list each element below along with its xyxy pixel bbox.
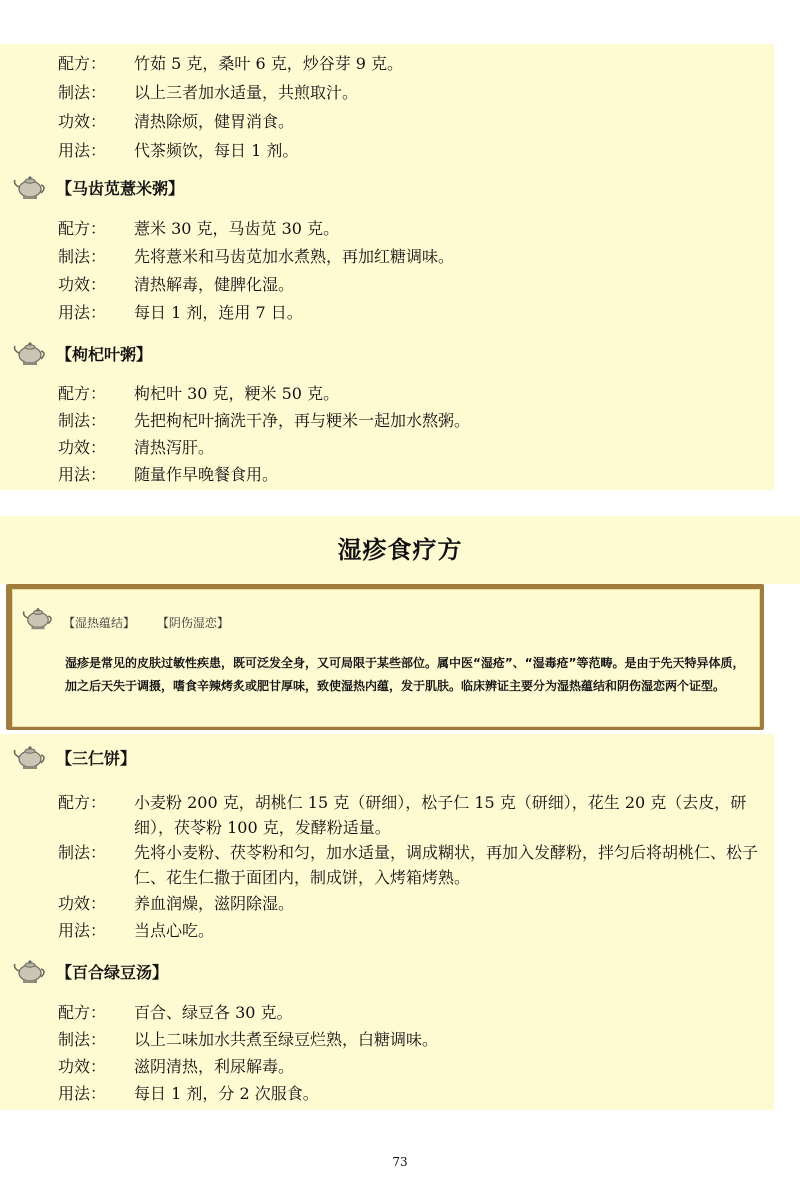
row-label: 配方： [58, 219, 107, 238]
row-label: 功效： [58, 438, 107, 457]
row-value: 先将薏米和马齿苋加水煮熟，再加红糖调味。 [134, 247, 455, 266]
row-value: 清热解毒，健脾化湿。 [134, 275, 295, 294]
recipe-row [58, 80, 358, 105]
recipe-row [58, 381, 339, 406]
row-label: 制法： [58, 83, 107, 102]
row-value: 竹茹 5 克，桑叶 6 克，炒谷芽 9 克。 [134, 54, 404, 73]
row-value: 枸杞叶 30 克，粳米 50 克。 [134, 384, 340, 403]
recipe-row [58, 1027, 438, 1052]
row-label: 配方： [58, 384, 107, 403]
row-label: 用法： [58, 465, 107, 484]
row-label: 功效： [58, 112, 107, 131]
section-title-band [0, 516, 800, 584]
recipe-row [58, 790, 770, 840]
row-value: 百合、绿豆各 30 克。 [134, 1003, 293, 1022]
teapot-icon [12, 172, 48, 202]
recipe-row [58, 300, 303, 325]
row-value: 以上三者加水适量，共煎取汁。 [134, 83, 359, 102]
row-value: 当点心吃。 [134, 921, 215, 940]
recipe-row [58, 1000, 293, 1025]
row-value: 薏米 30 克，马齿苋 30 克。 [134, 219, 340, 238]
row-label: 制法： [58, 411, 107, 430]
recipe-title: 【三仁饼】 [56, 749, 137, 768]
recipe-row [58, 272, 294, 297]
row-label: 用法： [58, 141, 107, 160]
row-value: 每日 1 剂，分 2 次服食。 [134, 1084, 319, 1103]
recipe-row [58, 138, 298, 163]
recipe-row [58, 462, 278, 487]
tag-damp-heat: 【湿热蕴结】 [63, 616, 136, 630]
row-value: 清热除烦，健胃消食。 [134, 112, 295, 131]
recipe-row [58, 244, 454, 269]
recipe-title: 【马齿苋薏米粥】 [56, 179, 185, 198]
row-label: 功效： [58, 275, 107, 294]
row-value: 养血润燥，滋阴除湿。 [134, 894, 295, 913]
row-label: 功效： [58, 1057, 107, 1076]
recipe-title: 【百合绿豆汤】 [56, 963, 169, 982]
recipe-row [58, 1081, 319, 1106]
row-value: 先将小麦粉、茯苓粉和匀，加水适量，调成糊状，再加入发酵粉，拌匀后将胡桃仁、松子仁、花生仁撒于面团内，制成饼，入烤箱烤熟。 [134, 843, 759, 887]
row-value: 随量作早晚餐食用。 [134, 465, 279, 484]
recipe-row [58, 51, 403, 76]
row-label: 制法： [58, 1030, 107, 1049]
teapot-icon [21, 604, 55, 632]
row-value: 先把枸杞叶摘洗干净，再与粳米一起加水熬粥。 [134, 411, 471, 430]
intro-text: 湿疹是常见的皮肤过敏性疾患，既可泛发全身，又可局限于某些部位。属中医“湿疮”、“湿毒疮”等范畴。是由于先天特异体质，加之后天失于调摄，嗜食辛辣烤炙或肥甘厚味，致使湿热内蕴，发于肌肤。临床辨证主要分为湿热蕴结和阴伤湿恋两个证型。 [65, 656, 745, 693]
recipe-row [58, 840, 770, 890]
syndrome-tags [63, 614, 247, 631]
page-number: 73 [392, 1155, 408, 1169]
intro-box [6, 584, 764, 730]
row-value: 清热泻肝。 [134, 438, 215, 457]
teapot-icon [12, 956, 48, 986]
row-label: 功效： [58, 894, 107, 913]
row-value: 每日 1 剂，连用 7 日。 [134, 303, 303, 322]
recipe-title: 【枸杞叶粥】 [56, 345, 153, 364]
row-label: 配方： [58, 793, 107, 812]
row-label: 制法： [58, 247, 107, 266]
teapot-icon [12, 338, 48, 368]
recipe-row [58, 109, 294, 134]
recipe-row [58, 918, 214, 943]
row-label: 用法： [58, 921, 107, 940]
recipe-row [58, 891, 294, 916]
row-label: 用法： [58, 1084, 107, 1103]
row-label: 配方： [58, 54, 107, 73]
row-value: 代茶频饮，每日 1 剂。 [134, 141, 299, 160]
recipe-row [58, 435, 214, 460]
recipe-row [58, 216, 339, 241]
row-label: 用法： [58, 303, 107, 322]
section-title: 湿疹食疗方 [337, 536, 463, 564]
row-value: 滋阴清热，利尿解毒。 [134, 1057, 295, 1076]
row-value: 以上二味加水共煮至绿豆烂熟，白糖调味。 [134, 1030, 439, 1049]
tag-yin-damage: 【阴伤湿恋】 [156, 616, 229, 630]
row-value: 小麦粉 200 克，胡桃仁 15 克（研细），松子仁 15 克（研细），花生 20 克（去皮，研细），茯苓粉 100 克，发酵粉适量。 [134, 793, 747, 837]
recipe-row [58, 408, 470, 433]
row-label: 配方： [58, 1003, 107, 1022]
teapot-icon [12, 742, 48, 772]
recipe-row [58, 1054, 294, 1079]
intro-box-inner [12, 589, 760, 727]
row-label: 制法： [58, 843, 107, 862]
